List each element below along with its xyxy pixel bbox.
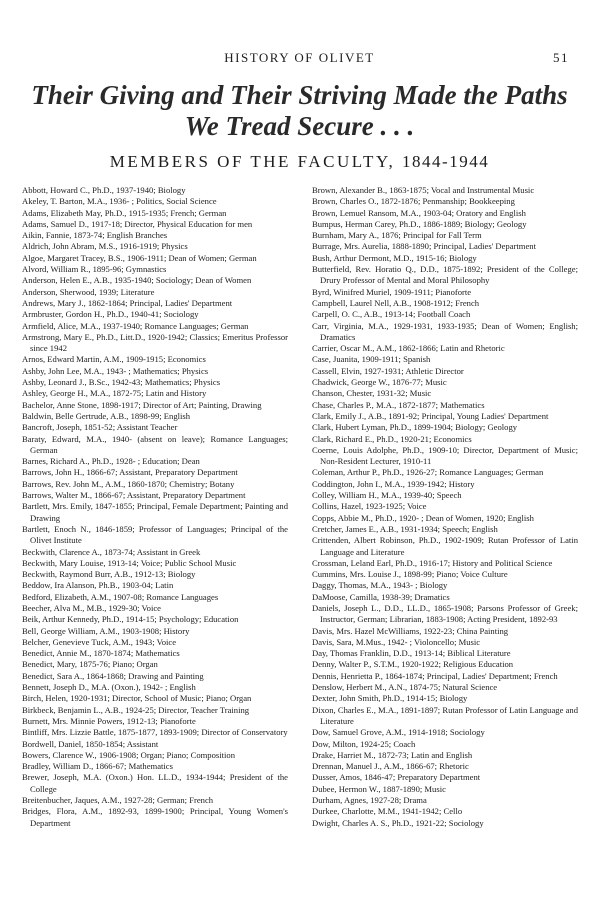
faculty-entry: Cretcher, James E., A.B., 1931-1934; Speech; English — [312, 523, 498, 534]
faculty-entry: Alvord, William R., 1895-96; Gymnastics — [22, 264, 167, 275]
page-title — [20, 80, 579, 142]
faculty-entry: Andrews, Mary J., 1862-1864; Principal, Ladies' Department — [22, 297, 233, 308]
faculty-entry: Burrage, Mrs. Aurelia, 1888-1890; Principal, Ladies' Department — [312, 241, 536, 252]
faculty-entry: Crossman, Leland Earl, Ph.D., 1916-17; History and Political Science — [312, 557, 553, 568]
faculty-entry: Byrd, Winifred Muriel, 1909-1911; Pianoforte — [312, 286, 472, 297]
faculty-entry: Beckwith, Raymond Burr, A.B., 1912-13; Biology — [22, 569, 196, 580]
faculty-entry: Chanson, Chester, 1931-32; Music — [312, 388, 432, 399]
faculty-entry: Bennett, Joseph D., M.A. (Oxon.), 1942- ; English — [22, 682, 196, 693]
faculty-entry: Clark, Richard E., Ph.D., 1920-21; Economics — [312, 433, 472, 444]
faculty-entry: Coddington, John I., M.A., 1939-1942; History — [312, 478, 475, 489]
faculty-entry: Clark, Emily J., A.B., 1891-92; Principal, Young Ladies' Department — [312, 410, 549, 421]
faculty-entry: Bridges, Flora, A.M., 1892-93, 1899-1900; Principal, Young Women's Department — [22, 806, 288, 828]
faculty-entry: Chase, Charles P., M.A., 1872-1877; Mathematics — [312, 399, 485, 410]
faculty-entry: Clark, Hubert Lyman, Ph.D., 1899-1904; Biology; Geology — [312, 422, 518, 433]
faculty-entry: Bowers, Clarence W., 1906-1908; Organ; Piano; Composition — [22, 749, 235, 760]
section-heading-text: MEMBERS OF THE FACULTY, — [109, 152, 396, 171]
faculty-entry: Carpell, O. C., A.B., 1913-14; Football Coach — [312, 309, 471, 320]
faculty-entry: Baldwin, Belle Gertrude, A.B., 1898-99; English — [22, 410, 191, 421]
faculty-entry: Ashby, John Lee, M.A., 1943- ; Mathematics; Physics — [22, 365, 209, 376]
faculty-entry: Aldrich, John Abram, M.S., 1916-1919; Physics — [22, 241, 188, 252]
faculty-entry: Bachelor, Anne Stone, 1898-1917; Director of Art; Painting, Drawing — [22, 399, 262, 410]
faculty-entry: Durkee, Charlotte, M.M., 1941-1942; Cello — [312, 806, 463, 817]
faculty-entry: Colley, William H., M.A., 1939-40; Speech — [312, 490, 462, 501]
faculty-entry: Denny, Walter P., S.T.M., 1920-1922; Religious Education — [312, 659, 514, 670]
faculty-entry: Beckwith, Clarence A., 1873-74; Assistant in Greek — [22, 546, 201, 557]
faculty-entry: Dwight, Charles A. S., Ph.D., 1921-22; Sociology — [312, 817, 484, 828]
faculty-entry: Beddow, Ira Alanson, Ph.B., 1903-04; Latin — [22, 580, 174, 591]
faculty-entry: Anderson, Sherwood, 1939; Literature — [22, 286, 155, 297]
faculty-entry: Algoe, Margaret Tracey, B.S., 1906-1911; Dean of Women; German — [22, 252, 257, 263]
faculty-entry: Drennan, Manuel J., A.M., 1866-67; Rhetoric — [312, 761, 469, 772]
faculty-entry: Dixon, Charles E., M.A., 1891-1897; Rutan Professor of Latin Language and Literature — [312, 704, 578, 726]
faculty-entry: Davis, Mrs. Hazel McWilliams, 1922-23; China Painting — [312, 625, 509, 636]
faculty-entry: Breitenbucher, Jaques, A.M., 1927-28; German; French — [22, 795, 214, 806]
faculty-entry: Brown, Lemuel Ransom, M.A., 1903-04; Oratory and English — [312, 207, 526, 218]
faculty-entry: Case, Juanita, 1909-1911; Spanish — [312, 354, 431, 365]
faculty-entry: Campbell, Laurel Nell, A.B., 1908-1912; French — [312, 297, 480, 308]
faculty-entry: Baraty, Edward, M.A., 1940- (absent on leave); Romance Languages; German — [22, 433, 288, 455]
faculty-entry: Akeley, T. Barton, M.A., 1936- ; Politics, Social Science — [22, 196, 217, 207]
faculty-entry: DaMoose, Camilla, 1938-39; Dramatics — [312, 591, 450, 602]
faculty-column-left — [22, 185, 288, 829]
faculty-entry: Durham, Agnes, 1927-28; Drama — [312, 795, 427, 806]
faculty-entry: Coerne, Louis Adolphe, Ph.D., 1909-10; Director, Department of Music; Non-Resident Lecturer, 1910-11 — [312, 444, 578, 467]
faculty-entry: Benedict, Mary, 1875-76; Piano; Organ — [22, 659, 158, 670]
faculty-entry: Aikin, Fannie, 1873-74; English Branches — [22, 230, 168, 241]
faculty-entry: Birch, Helen, 1920-1931; Director, School of Music; Piano; Organ — [22, 693, 252, 704]
faculty-entry: Cummins, Mrs. Louise J., 1898-99; Piano; Voice Culture — [312, 569, 508, 580]
faculty-entry: Bumpus, Herman Carey, Ph.D., 1886-1889; Biology; Geology — [312, 218, 527, 229]
faculty-entry: Bancroft, Joseph, 1851-52; Assistant Teacher — [22, 422, 178, 433]
faculty-entry: Bordwell, Daniel, 1850-1854; Assistant — [22, 738, 159, 749]
faculty-entry: Brewer, Joseph, M.A. (Oxon.) Hon. LL.D., 1934-1944; President of the College — [22, 772, 288, 794]
faculty-entry: Denslow, Herbert M., A.N., 1874-75; Natural Science — [312, 682, 498, 693]
faculty-entry: Barrows, John H., 1866-67; Assistant, Preparatory Department — [22, 467, 238, 478]
faculty-entry: Cassell, Elvin, 1927-1931; Athletic Director — [312, 365, 464, 376]
faculty-entry: Dennis, Henrietta P., 1864-1874; Principal, Ladies' Department; French — [312, 670, 558, 681]
faculty-entry: Dow, Samuel Grove, A.M., 1914-1918; Sociology — [312, 727, 485, 738]
faculty-entry: Birkbeck, Benjamin L., A.B., 1924-25; Director, Teacher Training — [22, 704, 250, 715]
page-title-line-1: Their Giving and Their Striving Made the Paths — [31, 80, 568, 110]
faculty-entry: Burnett, Mrs. Minnie Powers, 1912-13; Pianoforte — [22, 715, 196, 726]
faculty-entry: Armstrong, Mary E., Ph.D., Litt.D., 1920-1942; Classics; Emeritus Professor since 1942 — [22, 331, 288, 354]
faculty-entry: Barrows, Walter M., 1866-67; Assistant, Preparatory Department — [22, 490, 246, 501]
faculty-entry: Ashley, George H., M.A., 1872-75; Latin and History — [22, 388, 207, 399]
section-heading-dates: 1844-1944 — [402, 152, 490, 171]
faculty-entry: Crittenden, Albert Robinson, Ph.D., 1902-1909; Rutan Professor of Latin Language and Literature — [312, 535, 578, 557]
faculty-entry: Brown, Alexander B., 1863-1875; Vocal and Instrumental Music — [312, 185, 535, 195]
faculty-entry: Bintliff, Mrs. Lizzie Battle, 1875-1877, 1893-1909; Director of Conservatory — [22, 727, 288, 738]
faculty-entry: Anderson, Helen E., A.B., 1935-1940; Sociology; Dean of Women — [22, 275, 252, 286]
faculty-entry: Chadwick, George W., 1876-77; Music — [312, 377, 447, 388]
faculty-entry: Davis, Sara, M.Mus., 1942- ; Violoncello; Music — [312, 636, 481, 647]
page-title-line-2: We Tread Secure . . . — [184, 111, 415, 141]
faculty-entry: Bush, Arthur Dermont, M.D., 1915-16; Biology — [312, 252, 477, 263]
faculty-entry: Butterfield, Rev. Horatio Q., D.D., 1875-1892; President of the College; Drury Professor of Mental and Moral Philosophy — [312, 264, 578, 286]
faculty-entry: Dow, Milton, 1924-25; Coach — [312, 738, 416, 749]
faculty-entry: Barrows, Rev. John M., A.M., 1860-1870; Chemistry; Botany — [22, 478, 235, 489]
faculty-entry: Burnham, Mary A., 1876; Principal for Fall Term — [312, 230, 482, 241]
faculty-entry: Dexter, John Smith, Ph.D., 1914-15; Biology — [312, 693, 468, 704]
faculty-entry: Daggy, Thomas, M.A., 1943- ; Biology — [312, 580, 448, 591]
faculty-entry: Beecher, Alva M., M.B., 1929-30; Voice — [22, 602, 161, 613]
faculty-entry: Adams, Samuel D., 1917-18; Director, Physical Education for men — [22, 218, 253, 229]
faculty-entry: Abbott, Howard C., Ph.D., 1937-1940; Biology — [22, 185, 186, 195]
faculty-entry: Bradley, William D., 1866-67; Mathematics — [22, 761, 173, 772]
section-heading — [0, 152, 599, 172]
faculty-entry: Day, Thomas Franklin, D.D., 1913-14; Biblical Literature — [312, 648, 511, 659]
faculty-entry: Armbruster, Gordon H., Ph.D., 1940-41; Sociology — [22, 309, 199, 320]
faculty-entry: Collins, Hazel, 1923-1925; Voice — [312, 501, 427, 512]
faculty-entry: Brown, Charles O., 1872-1876; Penmanship; Bookkeeping — [312, 196, 515, 207]
faculty-entry: Adams, Elizabeth May, Ph.D., 1915-1935; French; German — [22, 207, 227, 218]
faculty-column-right — [312, 185, 578, 829]
faculty-entry: Bartlett, Enoch N., 1846-1859; Professor of Languages; Principal of the Olivet Institute — [22, 523, 288, 546]
faculty-entry: Benedict, Annie M., 1870-1874; Mathematics — [22, 648, 180, 659]
faculty-entry: Bartlett, Mrs. Emily, 1847-1855; Principal, Female Department; Painting and Drawing — [22, 501, 288, 523]
faculty-entry: Beik, Arthur Kennedy, Ph.D., 1914-15; Psychology; Education — [22, 614, 239, 625]
faculty-entry: Coleman, Arthur P., Ph.D., 1926-27; Romance Languages; German — [312, 467, 544, 478]
faculty-entry: Benedict, Sara A., 1864-1868; Drawing and Painting — [22, 670, 204, 681]
faculty-entry: Armfield, Alice, M.A., 1937-1940; Romance Languages; German — [22, 320, 249, 331]
faculty-entry: Copps, Abbie M., Ph.D., 1920- ; Dean of Women, 1920; English — [312, 512, 534, 523]
faculty-entry: Beckwith, Mary Louise, 1913-14; Voice; Public School Music — [22, 557, 237, 568]
faculty-entry: Dubee, Hermon W., 1887-1890; Music — [312, 783, 446, 794]
page-number: 51 — [553, 50, 569, 65]
faculty-entry: Daniels, Joseph L., D.D., LL.D., 1865-1908; Parsons Professor of Greek; Instructor, German; Librarian, 1883-1908; Acting President, 1892-93 — [312, 602, 578, 625]
running-title: HISTORY OF OLIVET — [224, 50, 375, 65]
faculty-entry: Carrier, Oscar M., A.M., 1862-1866; Latin and Rhetoric — [312, 343, 505, 354]
faculty-entry: Bedford, Elizabeth, A.M., 1907-08; Romance Languages — [22, 591, 219, 602]
running-head — [30, 50, 569, 70]
faculty-entry: Drake, Harriet M., 1872-73; Latin and English — [312, 749, 473, 760]
faculty-entry: Barnes, Richard A., Ph.D., 1928- ; Education; Dean — [22, 456, 200, 467]
faculty-entry: Bell, George William, A.M., 1903-1908; History — [22, 625, 190, 636]
faculty-entry: Arnos, Edward Martin, A.M., 1909-1915; Economics — [22, 354, 206, 365]
faculty-entry: Dusser, Amos, 1846-47; Preparatory Department — [312, 772, 481, 783]
faculty-entry: Ashby, Leonard J., B.Sc., 1942-43; Mathematics; Physics — [22, 377, 221, 388]
faculty-entry: Belcher, Genevieve Tuck, A.M., 1943; Voice — [22, 636, 177, 647]
faculty-entry: Carr, Virginia, M.A., 1929-1931, 1933-1935; Dean of Women; English; Dramatics — [312, 320, 578, 342]
